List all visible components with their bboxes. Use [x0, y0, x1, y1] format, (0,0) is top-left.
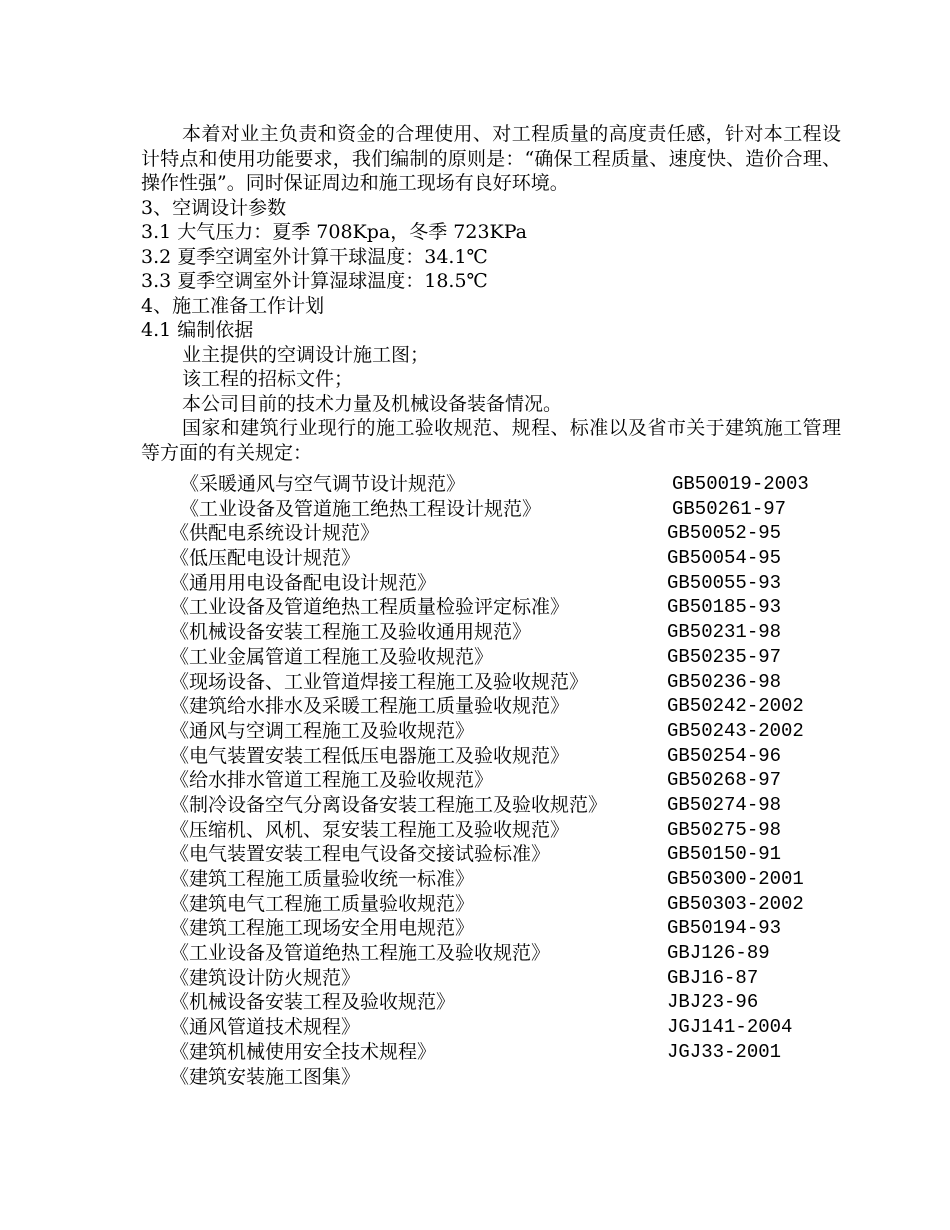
- basis-item-4: 国家和建筑行业现行的施工验收规范、规程、标准以及省市关于建筑施工管理等方面的有关规定：: [141, 417, 841, 464]
- standard-name: 《采暖通风与空气调节设计规范》: [180, 473, 466, 495]
- standard-code: GB50054-95: [667, 547, 782, 570]
- basis-item-2: 该工程的招标文件；: [182, 368, 354, 390]
- standard-name: 《低压配电设计规范》: [170, 547, 361, 570]
- standard-code: GB50052-95: [667, 522, 782, 545]
- standard-name: 《建筑给水排水及采暖工程施工质量验收规范》: [170, 695, 570, 718]
- standard-code: GB50236-98: [667, 670, 782, 693]
- standard-name: 《建筑设计防火规范》: [170, 966, 361, 989]
- standard-name: 《建筑机械使用安全技术规程》: [170, 1040, 437, 1063]
- standard-name: 《机械设备安装工程施工及验收通用规范》: [170, 621, 532, 644]
- subsection-4-1-heading: 4.1 编制依据: [141, 319, 254, 341]
- standard-code: GB50243-2002: [667, 719, 804, 742]
- standard-row: [170, 744, 870, 769]
- standard-name: 《建筑工程施工现场安全用电规范》: [170, 917, 475, 940]
- standard-name: 《压缩机、风机、泵安装工程施工及验收规范》: [170, 818, 570, 841]
- standard-row: [170, 892, 870, 917]
- standard-name: 《通风与空调工程施工及验收规范》: [170, 719, 475, 742]
- standard-row: [170, 818, 870, 843]
- standard-code: GB50242-2002: [667, 695, 804, 718]
- standard-code: GB50231-98: [667, 621, 782, 644]
- standard-row: [170, 521, 870, 546]
- standard-row: [170, 916, 870, 941]
- standard-code: GB50300-2001: [667, 868, 804, 890]
- standard-code: GBJ16-87: [667, 966, 759, 989]
- standard-row: [170, 595, 870, 620]
- standard-name: 《供配电系统设计规范》: [170, 522, 380, 545]
- standard-code: JGJ33-2001: [667, 1040, 782, 1063]
- standard-code: GB50185-93: [667, 596, 782, 619]
- standard-name: 《通风管道技术规程》: [170, 1016, 361, 1039]
- basis-item-1: 业主提供的空调设计施工图；: [182, 343, 430, 366]
- standard-code: GB50274-98: [667, 793, 782, 816]
- param-3-1: 3.1 大气压力：夏季 708Kpa，冬季 723KPa: [141, 221, 528, 243]
- standard-row: [170, 990, 870, 1015]
- standard-row: [170, 793, 870, 818]
- standard-code: GB50055-93: [667, 571, 782, 594]
- standard-name: 《工业金属管道工程施工及验收规范》: [170, 645, 494, 668]
- standard-code: GB50275-98: [667, 818, 782, 841]
- standard-code: GB50303-2002: [667, 892, 804, 915]
- standard-code: GB50019-2003: [672, 473, 809, 495]
- standard-row: [170, 768, 870, 793]
- intro-paragraph: 本着对业主负责和资金的合理使用、对工程质量的高度责任感，针对本工程设计特点和使用功能要求，我们编制的原则是：“确保工程质量、速度快、造价合理、操作性强”。同时保证周边和施工现场有良好环境。: [141, 123, 841, 194]
- standard-name: 《机械设备安装工程及验收规范》: [170, 991, 456, 1014]
- param-3-2: 3.2 夏季空调室外计算干球温度：34.1℃: [141, 245, 488, 268]
- standard-row: [170, 571, 870, 596]
- standard-code: JBJ23-96: [667, 991, 759, 1014]
- standard-row: [170, 1065, 870, 1090]
- standard-row: [170, 546, 870, 571]
- standard-code: GB50235-97: [667, 645, 782, 668]
- standard-row: [170, 1015, 870, 1040]
- standard-name: 《给水排水管道工程施工及验收规范》: [170, 769, 494, 792]
- standard-name: 《工业设备及管道绝热工程施工及验收规范》: [170, 942, 551, 965]
- standard-row: [170, 941, 870, 966]
- param-3-3: 3.3 夏季空调室外计算湿球温度：18.5℃: [141, 270, 488, 292]
- standard-name: 《制冷设备空气分离设备安装工程施工及验收规范》: [170, 793, 608, 816]
- standard-code: GB50254-96: [667, 744, 782, 767]
- standard-code: GB50261-97: [672, 497, 787, 520]
- standard-row: [170, 670, 870, 695]
- standard-row: [170, 842, 870, 867]
- standard-row: [170, 645, 870, 670]
- standard-row: [170, 1040, 870, 1065]
- standard-name: 《现场设备、工业管道焊接工程施工及验收规范》: [170, 670, 589, 693]
- standard-row: [170, 497, 870, 522]
- standard-row: [170, 472, 870, 497]
- standard-name: 《电气装置安装工程低压电器施工及验收规范》: [170, 744, 570, 767]
- standard-code: GB50194-93: [667, 917, 782, 940]
- standard-code: GB50268-97: [667, 769, 782, 792]
- section-4-heading: 4、施工准备工作计划: [141, 294, 325, 317]
- standard-name: 《建筑安装施工图集》: [170, 1065, 361, 1088]
- standard-code: GBJ126-89: [667, 942, 770, 965]
- document-body: [141, 122, 841, 465]
- section-3-heading: 3、空调设计参数: [141, 196, 287, 219]
- standard-code: GB50150-91: [667, 843, 782, 866]
- standard-row: [170, 966, 870, 991]
- standards-list: [170, 472, 870, 1089]
- standard-name: 《工业设备及管道绝热工程质量检验评定标准》: [170, 596, 570, 619]
- standard-row: [170, 867, 870, 892]
- standard-code: JGJ141-2004: [667, 1016, 793, 1039]
- standard-name: 《建筑工程施工质量验收统一标准》: [170, 868, 475, 890]
- standard-name: 《工业设备及管道施工绝热工程设计规范》: [180, 497, 542, 520]
- standard-name: 《建筑电气工程施工质量验收规范》: [170, 892, 475, 915]
- standard-row: [170, 694, 870, 719]
- standard-row: [170, 620, 870, 645]
- standard-name: 《通用用电设备配电设计规范》: [170, 571, 437, 594]
- standard-name: 《电气装置安装工程电气设备交接试验标准》: [170, 843, 551, 866]
- standard-row: [170, 719, 870, 744]
- basis-item-3: 本公司目前的技术力量及机械设备装备情况。: [182, 392, 563, 415]
